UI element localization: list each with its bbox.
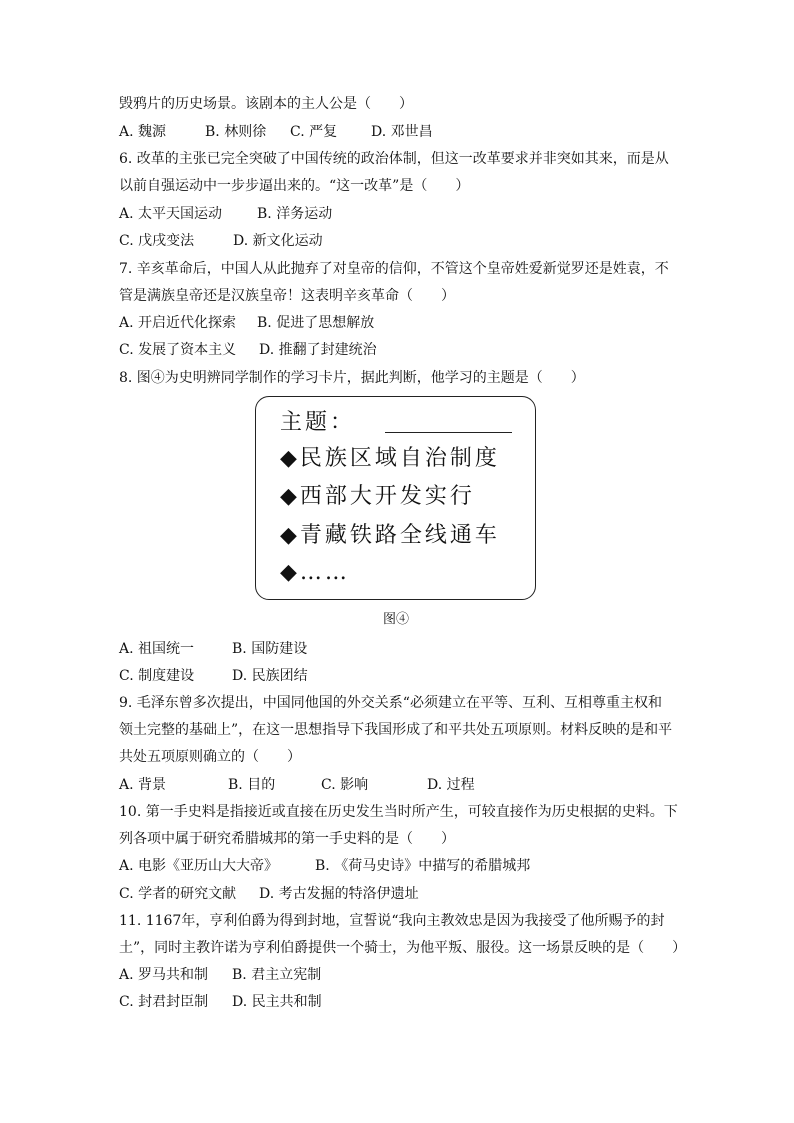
- q9-stem-line-2: 领土完整的基础上”，在这一思想指导下我国形成了和平共处五项原则。材料反映的是和平: [119, 722, 673, 738]
- q8-option-b: B. 国防建设: [232, 641, 308, 657]
- study-card-item-3: ◆青藏铁路全线通车: [280, 523, 500, 548]
- q11-option-d: D. 民主共和制: [232, 994, 322, 1010]
- q11-stem-line-1: 11. 1167年，亨利伯爵为得到封地，宣誓说“我向主教效忠是因为我接受了他所赐予的封: [119, 913, 665, 929]
- q10-option-d: D. 考古发掘的特洛伊遗址: [259, 886, 419, 902]
- q11-option-b: B. 君主立宪制: [232, 967, 322, 983]
- q10-option-b: B. 《荷马史诗》中描写的希腊城邦: [315, 858, 531, 874]
- study-card-item-2: ◆西部大开发实行: [280, 484, 475, 509]
- q10-stem-line-1: 10. 第一手史料是指接近或直接在历史发生当时所产生，可较直接作为历史根据的史料。下: [119, 804, 678, 820]
- q7-option-d: D. 推翻了封建统治: [259, 342, 377, 358]
- figure-caption: 图④: [383, 612, 410, 627]
- q6-option-d: D. 新文化运动: [233, 233, 323, 249]
- q6-stem-line-1: 6. 改革的主张已完全突破了中国传统的政治体制，但这一改革要求并非突如其来，而是从: [119, 151, 669, 167]
- q6-option-a: A. 太平天国运动: [119, 206, 223, 222]
- study-card-item-1: ◆民族区域自治制度: [280, 446, 500, 471]
- q7-stem-line-2: 管是满族皇帝还是汉族皇帝！这表明辛亥革命（ ）: [119, 288, 455, 304]
- q10-option-a: A. 电影《亚历山大大帝》: [119, 858, 279, 874]
- q8-stem: 8. 图④为史明辨同学制作的学习卡片，据此判断，他学习的主题是（ ）: [119, 370, 585, 386]
- q9-option-b: B. 目的: [228, 777, 276, 793]
- q9-stem-line-3: 共处五项原则确立的（ ）: [119, 749, 301, 765]
- q11-option-a: A. 罗马共和制: [119, 967, 209, 983]
- q5-option-c: C. 严复: [290, 124, 338, 140]
- study-card-item-4: ◆……: [280, 560, 350, 585]
- q6-option-c: C. 戊戌变法: [119, 233, 195, 249]
- study-card: [255, 396, 536, 600]
- q8-option-d: D. 民族团结: [232, 668, 308, 684]
- q11-stem-line-2: 土”，同时主教许诺为亨利伯爵提供一个骑士，为他平叛、服役。这一场景反映的是（ ）: [119, 940, 687, 956]
- q9-option-a: A. 背景: [119, 777, 167, 793]
- q6-stem-line-2: 以前自强运动中一步步逼出来的。“这一改革”是（ ）: [119, 178, 470, 194]
- study-card-title: 主题：: [280, 410, 356, 435]
- q7-option-a: A. 开启近代化探索: [119, 315, 237, 331]
- q9-stem-line-1: 9. 毛泽东曾多次提出，中国同他国的外交关系“必须建立在平等、互利、互相尊重主权和: [119, 695, 662, 711]
- q5-option-d: D. 邓世昌: [371, 124, 433, 140]
- q7-option-c: C. 发展了资本主义: [119, 342, 237, 358]
- q8-option-a: A. 祖国统一: [119, 641, 195, 657]
- q10-stem-line-2: 列各项中属于研究希腊城邦的第一手史料的是（ ）: [119, 831, 455, 847]
- q8-option-c: C. 制度建设: [119, 668, 195, 684]
- q7-option-b: B. 促进了思想解放: [257, 315, 375, 331]
- q9-option-c: C. 影响: [321, 777, 369, 793]
- q5-option-b: B. 林则徐: [205, 124, 267, 140]
- q10-option-c: C. 学者的研究文献: [119, 886, 237, 902]
- q5-stem: 毁鸦片的历史场景。该剧本的主人公是（ ）: [119, 96, 413, 112]
- q6-option-b: B. 洋务运动: [257, 206, 333, 222]
- study-card-blank-line: [385, 432, 512, 433]
- q9-option-d: D. 过程: [427, 777, 475, 793]
- q7-stem-line-1: 7. 辛亥革命后，中国人从此抛弃了对皇帝的信仰，不管这个皇帝姓爱新觉罗还是姓袁，不: [119, 261, 669, 277]
- q5-option-a: A. 魏源: [119, 124, 167, 140]
- q11-option-c: C. 封君封臣制: [119, 994, 209, 1010]
